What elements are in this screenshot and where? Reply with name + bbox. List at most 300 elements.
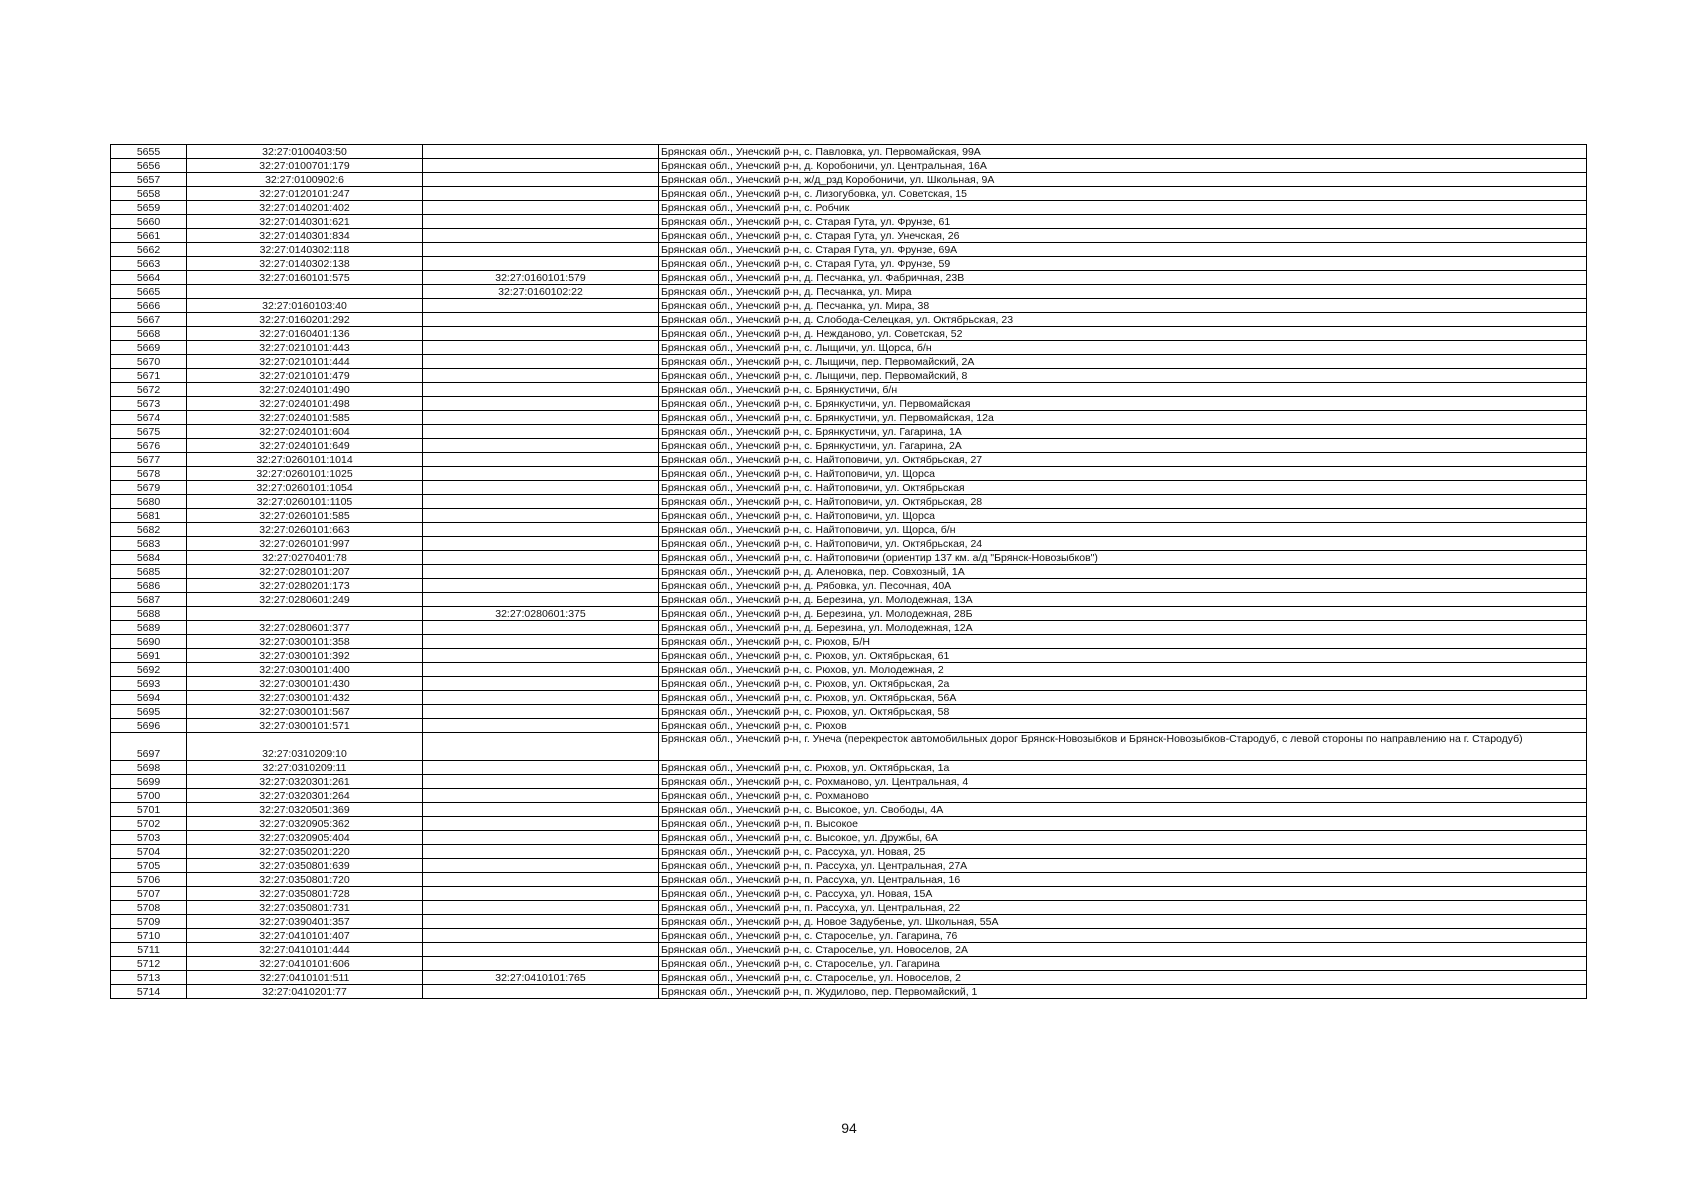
- address-cell: Брянская обл., Унечский р-н, п. Рассуха, ул. Центральная, 22: [659, 901, 1587, 915]
- address-cell: Брянская обл., Унечский р-н, с. Высокое, ул. Дружбы, 6А: [659, 831, 1587, 845]
- table-row: [111, 159, 1587, 173]
- address-cell: Брянская обл., Унечский р-н, д. Песчанка, ул. Мира: [659, 285, 1587, 299]
- address-cell: Брянская обл., Унечский р-н, д. Березина, ул. Молодежная, 28Б: [659, 607, 1587, 621]
- address-cell: Брянская обл., Унечский р-н, с. Найтоповичи, ул. Октябрьская, 27: [659, 453, 1587, 467]
- address-cell: Брянская обл., Унечский р-н, с. Лыщичи, пер. Первомайский, 2А: [659, 355, 1587, 369]
- previous-cadastral-number-cell: [423, 327, 659, 341]
- previous-cadastral-number-cell: [423, 453, 659, 467]
- cadastral-number-cell: 32:27:0260101:1054: [187, 481, 423, 495]
- table-row: [111, 705, 1587, 719]
- address-cell: Брянская обл., Унечский р-н, с. Брянкустичи, ул. Гагарина, 2А: [659, 439, 1587, 453]
- table-body: [111, 145, 1587, 999]
- previous-cadastral-number-cell: [423, 943, 659, 957]
- cadastral-number-cell: 32:27:0140201:402: [187, 201, 423, 215]
- cadastral-number-cell: 32:27:0410101:407: [187, 929, 423, 943]
- table-row: [111, 285, 1587, 299]
- table-row: [111, 873, 1587, 887]
- previous-cadastral-number-cell: [423, 383, 659, 397]
- cadastral-number-cell: 32:27:0350801:731: [187, 901, 423, 915]
- previous-cadastral-number-cell: [423, 873, 659, 887]
- cadastral-number-cell: [187, 285, 423, 299]
- previous-cadastral-number-cell: [423, 257, 659, 271]
- row-number-cell: 5708: [111, 901, 187, 915]
- address-cell: Брянская обл., Унечский р-н, д. Новое Задубенье, ул. Школьная, 55А: [659, 915, 1587, 929]
- previous-cadastral-number-cell: 32:27:0280601:375: [423, 607, 659, 621]
- address-cell: Брянская обл., Унечский р-н, с. Рассуха, ул. Новая, 25: [659, 845, 1587, 859]
- previous-cadastral-number-cell: [423, 411, 659, 425]
- cadastral-number-cell: 32:27:0100902:6: [187, 173, 423, 187]
- row-number-cell: 5700: [111, 789, 187, 803]
- row-number-cell: 5702: [111, 817, 187, 831]
- row-number-cell: 5697: [111, 733, 187, 761]
- previous-cadastral-number-cell: [423, 957, 659, 971]
- previous-cadastral-number-cell: [423, 593, 659, 607]
- row-number-cell: 5684: [111, 551, 187, 565]
- table-row: [111, 383, 1587, 397]
- cadastral-number-cell: 32:27:0350801:720: [187, 873, 423, 887]
- table-row: [111, 257, 1587, 271]
- address-cell: Брянская обл., Унечский р-н, п. Высокое: [659, 817, 1587, 831]
- table-row: [111, 313, 1587, 327]
- table-row: [111, 887, 1587, 901]
- previous-cadastral-number-cell: [423, 565, 659, 579]
- previous-cadastral-number-cell: [423, 887, 659, 901]
- address-cell: Брянская обл., Унечский р-н, д. Коробоничи, ул. Центральная, 16А: [659, 159, 1587, 173]
- address-cell: Брянская обл., Унечский р-н, с. Старая Гута, ул. Фрунзе, 69А: [659, 243, 1587, 257]
- table-row: [111, 803, 1587, 817]
- table-row: [111, 663, 1587, 677]
- address-cell: Брянская обл., Унечский р-н, с. Рохманово, ул. Центральная, 4: [659, 775, 1587, 789]
- row-number-cell: 5687: [111, 593, 187, 607]
- row-number-cell: 5713: [111, 971, 187, 985]
- previous-cadastral-number-cell: [423, 663, 659, 677]
- row-number-cell: 5679: [111, 481, 187, 495]
- previous-cadastral-number-cell: 32:27:0410101:765: [423, 971, 659, 985]
- previous-cadastral-number-cell: [423, 901, 659, 915]
- cadastral-number-cell: 32:27:0240101:490: [187, 383, 423, 397]
- row-number-cell: 5669: [111, 341, 187, 355]
- cadastral-number-cell: 32:27:0210101:479: [187, 369, 423, 383]
- previous-cadastral-number-cell: [423, 145, 659, 159]
- row-number-cell: 5678: [111, 467, 187, 481]
- previous-cadastral-number-cell: [423, 495, 659, 509]
- cadastral-number-cell: 32:27:0260101:1105: [187, 495, 423, 509]
- cadastral-number-cell: 32:27:0160103:40: [187, 299, 423, 313]
- address-cell: Брянская обл., Унечский р-н, д. Песчанка, ул. Мира, 38: [659, 299, 1587, 313]
- cadastral-number-cell: 32:27:0320905:404: [187, 831, 423, 845]
- address-cell: Брянская обл., Унечский р-н, с. Староселье, ул. Новоселов, 2: [659, 971, 1587, 985]
- row-number-cell: 5672: [111, 383, 187, 397]
- previous-cadastral-number-cell: [423, 929, 659, 943]
- row-number-cell: 5665: [111, 285, 187, 299]
- address-cell: Брянская обл., Унечский р-н, с. Рюхов, ул. Октябрьская, 58: [659, 705, 1587, 719]
- address-cell: Брянская обл., Унечский р-н, с. Рохманово: [659, 789, 1587, 803]
- table-row: [111, 971, 1587, 985]
- cadastral-number-cell: 32:27:0300101:567: [187, 705, 423, 719]
- address-cell: Брянская обл., Унечский р-н, с. Рюхов, ул. Октябрьская, 56А: [659, 691, 1587, 705]
- previous-cadastral-number-cell: [423, 355, 659, 369]
- table-row: [111, 733, 1587, 761]
- previous-cadastral-number-cell: [423, 229, 659, 243]
- table-row: [111, 817, 1587, 831]
- previous-cadastral-number-cell: [423, 803, 659, 817]
- previous-cadastral-number-cell: [423, 439, 659, 453]
- cadastral-number-cell: 32:27:0140301:834: [187, 229, 423, 243]
- address-cell: Брянская обл., Унечский р-н, с. Высокое, ул. Свободы, 4А: [659, 803, 1587, 817]
- row-number-cell: 5685: [111, 565, 187, 579]
- row-number-cell: 5686: [111, 579, 187, 593]
- table-row: [111, 551, 1587, 565]
- address-cell: Брянская обл., Унечский р-н, г. Унеча (перекресток автомобильных дорог Брянск-Новозыбков и Брянск-Новозыбков-Стародуб, с левой стороны по направлению на г. Стародуб): [659, 733, 1587, 761]
- previous-cadastral-number-cell: [423, 173, 659, 187]
- table-row: [111, 145, 1587, 159]
- row-number-cell: 5696: [111, 719, 187, 733]
- row-number-cell: 5658: [111, 187, 187, 201]
- table-row: [111, 677, 1587, 691]
- previous-cadastral-number-cell: [423, 481, 659, 495]
- cadastral-number-cell: 32:27:0410101:511: [187, 971, 423, 985]
- table-row: [111, 537, 1587, 551]
- address-cell: Брянская обл., Унечский р-н, с. Найтоповичи, ул. Щорса: [659, 467, 1587, 481]
- address-cell: Брянская обл., Унечский р-н, д. Слобода-Селецкая, ул. Октябрьская, 23: [659, 313, 1587, 327]
- table-row: [111, 243, 1587, 257]
- table-row: [111, 593, 1587, 607]
- address-cell: Брянская обл., Унечский р-н, с. Лыщичи, ул. Щорса, б/н: [659, 341, 1587, 355]
- previous-cadastral-number-cell: [423, 621, 659, 635]
- cadastral-number-cell: 32:27:0240101:585: [187, 411, 423, 425]
- cadastral-number-cell: 32:27:0140301:621: [187, 215, 423, 229]
- row-number-cell: 5701: [111, 803, 187, 817]
- previous-cadastral-number-cell: [423, 859, 659, 873]
- row-number-cell: 5655: [111, 145, 187, 159]
- previous-cadastral-number-cell: [423, 243, 659, 257]
- row-number-cell: 5706: [111, 873, 187, 887]
- cadastral-number-cell: 32:27:0210101:444: [187, 355, 423, 369]
- previous-cadastral-number-cell: [423, 425, 659, 439]
- previous-cadastral-number-cell: [423, 845, 659, 859]
- cadastral-number-cell: 32:27:0260101:1025: [187, 467, 423, 481]
- table-row: [111, 411, 1587, 425]
- address-cell: Брянская обл., Унечский р-н, с. Найтоповичи, ул. Щорса, б/н: [659, 523, 1587, 537]
- row-number-cell: 5663: [111, 257, 187, 271]
- address-cell: Брянская обл., Унечский р-н, с. Старая Гута, ул. Фрунзе, 59: [659, 257, 1587, 271]
- table-row: [111, 635, 1587, 649]
- previous-cadastral-number-cell: [423, 341, 659, 355]
- row-number-cell: 5657: [111, 173, 187, 187]
- cadastral-number-cell: 32:27:0300101:400: [187, 663, 423, 677]
- previous-cadastral-number-cell: [423, 691, 659, 705]
- address-cell: Брянская обл., Унечский р-н, с. Брянкустичи, б/н: [659, 383, 1587, 397]
- address-cell: Брянская обл., Унечский р-н, с. Найтоповичи (ориентир 137 км. а/д "Брянск-Новозыбков"): [659, 551, 1587, 565]
- cadastral-number-cell: 32:27:0300101:432: [187, 691, 423, 705]
- address-cell: Брянская обл., Унечский р-н, с. Староселье, ул. Гагарина: [659, 957, 1587, 971]
- table-row: [111, 439, 1587, 453]
- cadastral-number-cell: 32:27:0210101:443: [187, 341, 423, 355]
- previous-cadastral-number-cell: [423, 467, 659, 481]
- cadastral-number-cell: 32:27:0300101:358: [187, 635, 423, 649]
- row-number-cell: 5695: [111, 705, 187, 719]
- cadastral-number-cell: 32:27:0140302:118: [187, 243, 423, 257]
- address-cell: Брянская обл., Унечский р-н, д. Березина, ул. Молодежная, 12А: [659, 621, 1587, 635]
- row-number-cell: 5692: [111, 663, 187, 677]
- cadastral-number-cell: 32:27:0280101:207: [187, 565, 423, 579]
- row-number-cell: 5689: [111, 621, 187, 635]
- previous-cadastral-number-cell: [423, 159, 659, 173]
- address-cell: Брянская обл., Унечский р-н, п. Жудилово, пер. Первомайский, 1: [659, 985, 1587, 999]
- table-row: [111, 425, 1587, 439]
- row-number-cell: 5694: [111, 691, 187, 705]
- table-row: [111, 299, 1587, 313]
- table-row: [111, 929, 1587, 943]
- table-row: [111, 579, 1587, 593]
- row-number-cell: 5668: [111, 327, 187, 341]
- previous-cadastral-number-cell: [423, 915, 659, 929]
- cadastral-number-cell: 32:27:0240101:498: [187, 397, 423, 411]
- table-row: [111, 831, 1587, 845]
- previous-cadastral-number-cell: [423, 761, 659, 775]
- previous-cadastral-number-cell: [423, 201, 659, 215]
- row-number-cell: 5690: [111, 635, 187, 649]
- row-number-cell: 5674: [111, 411, 187, 425]
- previous-cadastral-number-cell: 32:27:0160101:579: [423, 271, 659, 285]
- previous-cadastral-number-cell: [423, 523, 659, 537]
- address-cell: Брянская обл., Унечский р-н, п. Рассуха, ул. Центральная, 16: [659, 873, 1587, 887]
- row-number-cell: 5709: [111, 915, 187, 929]
- cadastral-number-cell: 32:27:0320301:261: [187, 775, 423, 789]
- table-row: [111, 187, 1587, 201]
- address-cell: Брянская обл., Унечский р-н, с. Брянкустичи, ул. Первомайская: [659, 397, 1587, 411]
- cadastral-number-cell: 32:27:0280601:249: [187, 593, 423, 607]
- address-cell: Брянская обл., Унечский р-н, с. Староселье, ул. Гагарина, 76: [659, 929, 1587, 943]
- address-cell: Брянская обл., Унечский р-н, с. Рюхов: [659, 719, 1587, 733]
- table-row: [111, 453, 1587, 467]
- previous-cadastral-number-cell: [423, 985, 659, 999]
- table-row: [111, 691, 1587, 705]
- address-cell: Брянская обл., Унечский р-н, с. Старая Гута, ул. Унечская, 26: [659, 229, 1587, 243]
- row-number-cell: 5705: [111, 859, 187, 873]
- previous-cadastral-number-cell: [423, 397, 659, 411]
- row-number-cell: 5711: [111, 943, 187, 957]
- table-row: [111, 509, 1587, 523]
- table-row: [111, 397, 1587, 411]
- cadastral-number-cell: 32:27:0350201:220: [187, 845, 423, 859]
- row-number-cell: 5677: [111, 453, 187, 467]
- cadastral-number-cell: 32:27:0260101:997: [187, 537, 423, 551]
- table-row: [111, 845, 1587, 859]
- address-cell: Брянская обл., Унечский р-н, с. Брянкустичи, ул. Гагарина, 1А: [659, 425, 1587, 439]
- cadastral-number-cell: 32:27:0350801:639: [187, 859, 423, 873]
- table-row: [111, 719, 1587, 733]
- address-cell: Брянская обл., Унечский р-н, с. Найтоповичи, ул. Октябрьская, 24: [659, 537, 1587, 551]
- cadastral-number-cell: 32:27:0350801:728: [187, 887, 423, 901]
- cadastral-number-cell: 32:27:0240101:604: [187, 425, 423, 439]
- address-cell: Брянская обл., Унечский р-н, д. Аленовка, пер. Совхозный, 1А: [659, 565, 1587, 579]
- table-row: [111, 467, 1587, 481]
- row-number-cell: 5704: [111, 845, 187, 859]
- row-number-cell: 5664: [111, 271, 187, 285]
- table-row: [111, 761, 1587, 775]
- cadastral-number-cell: 32:27:0300101:392: [187, 649, 423, 663]
- address-cell: Брянская обл., Унечский р-н, д. Рябовка, ул. Песочная, 40А: [659, 579, 1587, 593]
- table-row: [111, 523, 1587, 537]
- cadastral-number-cell: 32:27:0310209:10: [187, 733, 423, 761]
- table-row: [111, 355, 1587, 369]
- previous-cadastral-number-cell: [423, 831, 659, 845]
- cadastral-number-cell: 32:27:0410101:444: [187, 943, 423, 957]
- cadastral-number-cell: 32:27:0390401:357: [187, 915, 423, 929]
- table-row: [111, 495, 1587, 509]
- address-cell: Брянская обл., Унечский р-н, с. Найтоповичи, ул. Октябрьская: [659, 481, 1587, 495]
- previous-cadastral-number-cell: [423, 719, 659, 733]
- cadastral-number-cell: 32:27:0100701:179: [187, 159, 423, 173]
- previous-cadastral-number-cell: [423, 187, 659, 201]
- previous-cadastral-number-cell: [423, 775, 659, 789]
- cadastral-number-cell: 32:27:0120101:247: [187, 187, 423, 201]
- previous-cadastral-number-cell: [423, 215, 659, 229]
- table-row: [111, 173, 1587, 187]
- row-number-cell: 5666: [111, 299, 187, 313]
- cadastral-number-cell: 32:27:0140302:138: [187, 257, 423, 271]
- table-row: [111, 789, 1587, 803]
- address-cell: Брянская обл., Унечский р-н, с. Рюхов, Б/Н: [659, 635, 1587, 649]
- table-row: [111, 901, 1587, 915]
- cadastral-number-cell: 32:27:0270401:78: [187, 551, 423, 565]
- row-number-cell: 5710: [111, 929, 187, 943]
- row-number-cell: 5691: [111, 649, 187, 663]
- row-number-cell: 5662: [111, 243, 187, 257]
- row-number-cell: 5661: [111, 229, 187, 243]
- address-cell: Брянская обл., Унечский р-н, д. Песчанка, ул. Фабричная, 23В: [659, 271, 1587, 285]
- previous-cadastral-number-cell: [423, 635, 659, 649]
- cadastral-number-cell: 32:27:0160401:136: [187, 327, 423, 341]
- table-row: [111, 621, 1587, 635]
- previous-cadastral-number-cell: [423, 579, 659, 593]
- address-cell: Брянская обл., Унечский р-н, с. Лыщичи, пер. Первомайский, 8: [659, 369, 1587, 383]
- row-number-cell: 5671: [111, 369, 187, 383]
- row-number-cell: 5712: [111, 957, 187, 971]
- row-number-cell: 5707: [111, 887, 187, 901]
- address-cell: Брянская обл., Унечский р-н, д. Березина, ул. Молодежная, 13А: [659, 593, 1587, 607]
- address-cell: Брянская обл., Унечский р-н, ж/д_рзд Коробоничи, ул. Школьная, 9А: [659, 173, 1587, 187]
- table-row: [111, 649, 1587, 663]
- address-cell: Брянская обл., Унечский р-н, с. Старая Гута, ул. Фрунзе, 61: [659, 215, 1587, 229]
- row-number-cell: 5670: [111, 355, 187, 369]
- row-number-cell: 5693: [111, 677, 187, 691]
- cadastral-number-cell: 32:27:0240101:649: [187, 439, 423, 453]
- cadastral-number-cell: 32:27:0280201:173: [187, 579, 423, 593]
- previous-cadastral-number-cell: [423, 733, 659, 761]
- previous-cadastral-number-cell: [423, 313, 659, 327]
- address-cell: Брянская обл., Унечский р-н, с. Робчик: [659, 201, 1587, 215]
- previous-cadastral-number-cell: [423, 817, 659, 831]
- previous-cadastral-number-cell: [423, 677, 659, 691]
- cadastral-number-cell: 32:27:0320501:369: [187, 803, 423, 817]
- address-cell: Брянская обл., Унечский р-н, с. Найтоповичи, ул. Октябрьская, 28: [659, 495, 1587, 509]
- cadastral-number-cell: 32:27:0160201:292: [187, 313, 423, 327]
- previous-cadastral-number-cell: [423, 649, 659, 663]
- address-cell: Брянская обл., Унечский р-н, с. Найтоповичи, ул. Щорса: [659, 509, 1587, 523]
- table-row: [111, 915, 1587, 929]
- row-number-cell: 5676: [111, 439, 187, 453]
- cadastral-number-cell: 32:27:0320301:264: [187, 789, 423, 803]
- table-row: [111, 215, 1587, 229]
- previous-cadastral-number-cell: [423, 551, 659, 565]
- previous-cadastral-number-cell: [423, 705, 659, 719]
- table-row: [111, 229, 1587, 243]
- row-number-cell: 5681: [111, 509, 187, 523]
- cadastral-number-cell: 32:27:0410201:77: [187, 985, 423, 999]
- row-number-cell: 5660: [111, 215, 187, 229]
- row-number-cell: 5714: [111, 985, 187, 999]
- row-number-cell: 5682: [111, 523, 187, 537]
- cadastral-number-cell: 32:27:0310209:11: [187, 761, 423, 775]
- previous-cadastral-number-cell: [423, 537, 659, 551]
- document-table: [110, 144, 1587, 999]
- address-cell: Брянская обл., Унечский р-н, с. Рюхов, ул. Октябрьская, 2а: [659, 677, 1587, 691]
- row-number-cell: 5699: [111, 775, 187, 789]
- table-row: [111, 481, 1587, 495]
- row-number-cell: 5683: [111, 537, 187, 551]
- cadastral-number-cell: 32:27:0260101:585: [187, 509, 423, 523]
- row-number-cell: 5667: [111, 313, 187, 327]
- cadastral-number-cell: 32:27:0320905:362: [187, 817, 423, 831]
- table-row: [111, 327, 1587, 341]
- cadastral-number-cell: 32:27:0100403:50: [187, 145, 423, 159]
- previous-cadastral-number-cell: [423, 789, 659, 803]
- previous-cadastral-number-cell: 32:27:0160102:22: [423, 285, 659, 299]
- page-number: 94: [841, 1120, 857, 1136]
- address-cell: Брянская обл., Унечский р-н, п. Рассуха, ул. Центральная, 27А: [659, 859, 1587, 873]
- address-cell: Брянская обл., Унечский р-н, с. Брянкустичи, ул. Первомайская, 12а: [659, 411, 1587, 425]
- cadastral-number-cell: [187, 607, 423, 621]
- cadastral-number-cell: 32:27:0300101:430: [187, 677, 423, 691]
- row-number-cell: 5675: [111, 425, 187, 439]
- table-row: [111, 607, 1587, 621]
- address-cell: Брянская обл., Унечский р-н, с. Рюхов, ул. Молодежная, 2: [659, 663, 1587, 677]
- previous-cadastral-number-cell: [423, 509, 659, 523]
- cadastral-number-cell: 32:27:0260101:1014: [187, 453, 423, 467]
- cadastral-number-cell: 32:27:0300101:571: [187, 719, 423, 733]
- cadastral-number-cell: 32:27:0160101:575: [187, 271, 423, 285]
- table-row: [111, 341, 1587, 355]
- cadastral-number-cell: 32:27:0280601:377: [187, 621, 423, 635]
- row-number-cell: 5656: [111, 159, 187, 173]
- table-row: [111, 565, 1587, 579]
- row-number-cell: 5688: [111, 607, 187, 621]
- previous-cadastral-number-cell: [423, 369, 659, 383]
- table-row: [111, 859, 1587, 873]
- table-row: [111, 957, 1587, 971]
- row-number-cell: 5680: [111, 495, 187, 509]
- table-row: [111, 369, 1587, 383]
- address-cell: Брянская обл., Унечский р-н, с. Рюхов, ул. Октябрьская, 61: [659, 649, 1587, 663]
- row-number-cell: 5673: [111, 397, 187, 411]
- address-cell: Брянская обл., Унечский р-н, с. Рассуха, ул. Новая, 15А: [659, 887, 1587, 901]
- cadastral-number-cell: 32:27:0410101:606: [187, 957, 423, 971]
- row-number-cell: 5698: [111, 761, 187, 775]
- table-row: [111, 943, 1587, 957]
- address-cell: Брянская обл., Унечский р-н, с. Лизогубовка, ул. Советская, 15: [659, 187, 1587, 201]
- cadastral-number-cell: 32:27:0260101:663: [187, 523, 423, 537]
- previous-cadastral-number-cell: [423, 299, 659, 313]
- address-cell: Брянская обл., Унечский р-н, д. Нежданово, ул. Советская, 52: [659, 327, 1587, 341]
- row-number-cell: 5703: [111, 831, 187, 845]
- address-cell: Брянская обл., Унечский р-н, с. Рюхов, ул. Октябрьская, 1а: [659, 761, 1587, 775]
- address-cell: Брянская обл., Унечский р-н, с. Павловка, ул. Первомайская, 99А: [659, 145, 1587, 159]
- address-cell: Брянская обл., Унечский р-н, с. Староселье, ул. Новоселов, 2А: [659, 943, 1587, 957]
- table-row: [111, 775, 1587, 789]
- table-row: [111, 271, 1587, 285]
